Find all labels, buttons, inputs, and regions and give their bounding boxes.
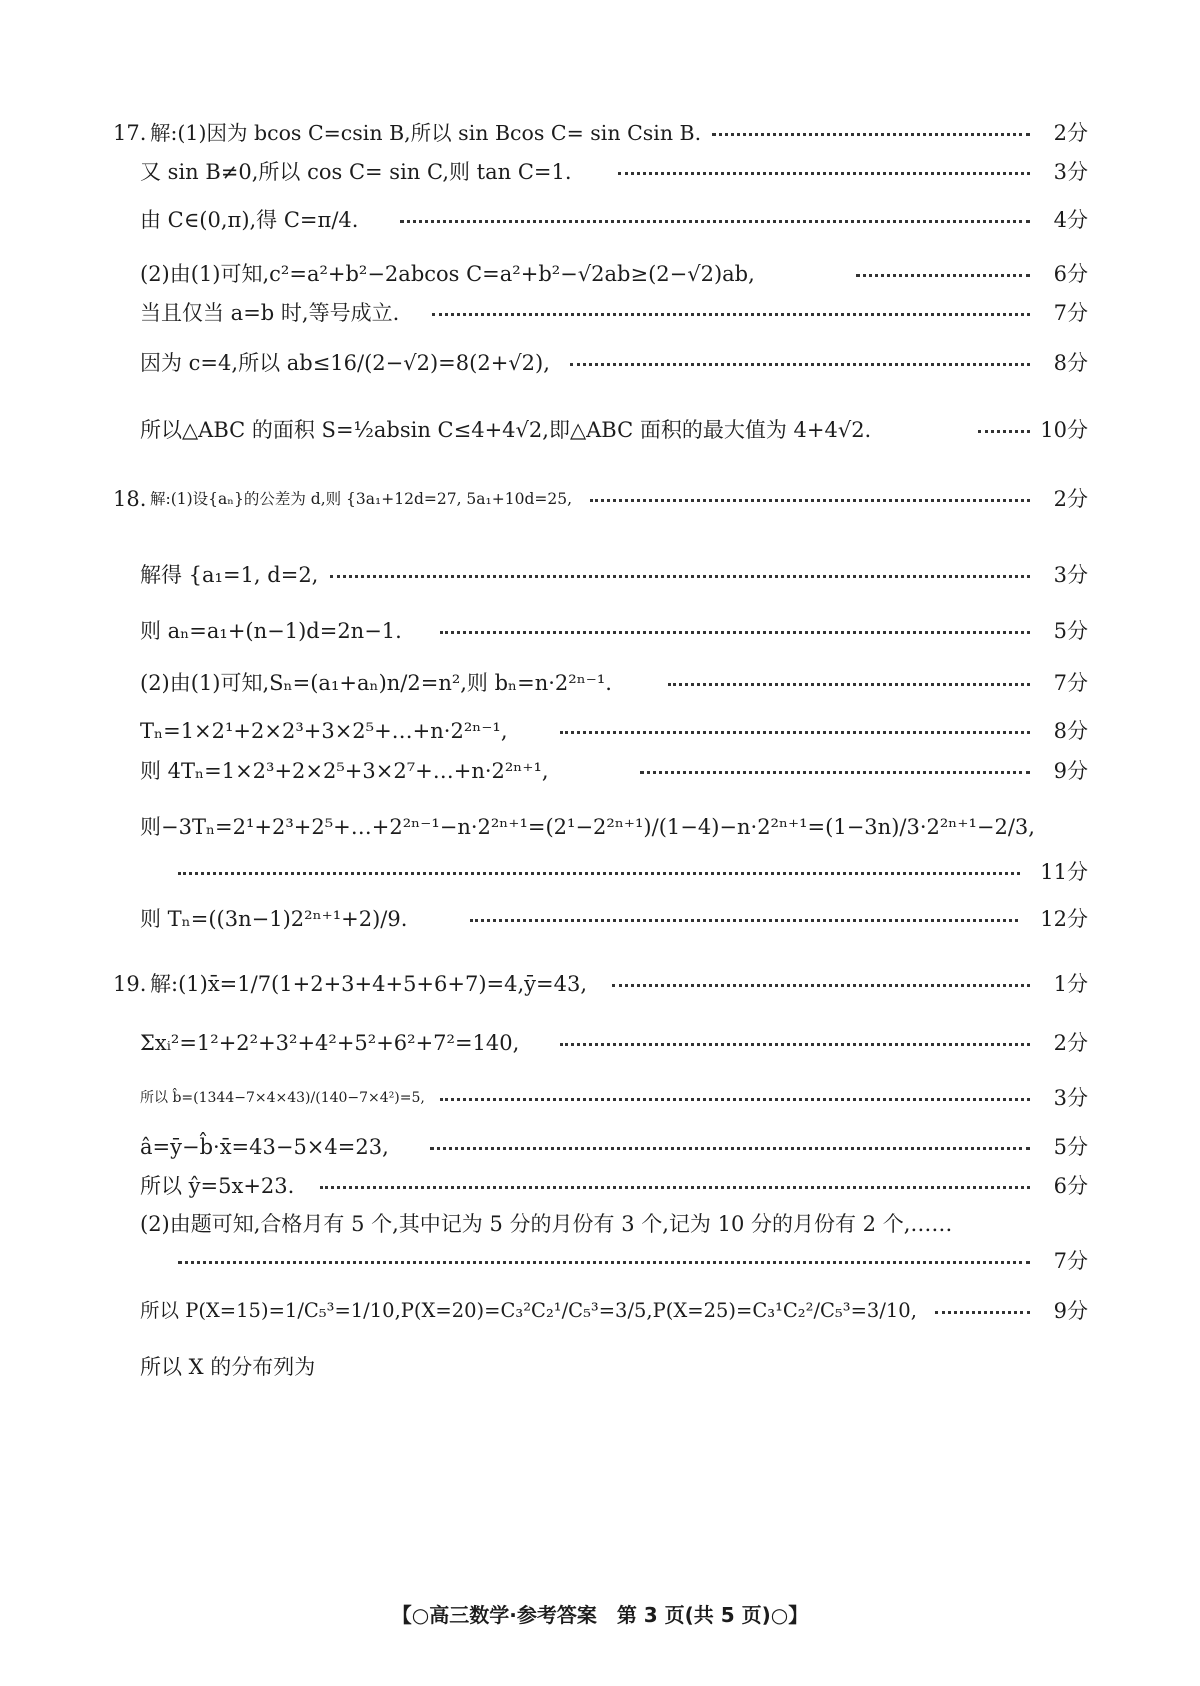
- solution-line: [0, 969, 1200, 999]
- solution-text: 所以 b̂=(1344−7×4×43)/(140−7×4²)=5,: [140, 1090, 425, 1106]
- dot-leader: [320, 1186, 1030, 1189]
- solution-line: [0, 1246, 1200, 1276]
- solution-text: 解:(1)x̄=1/7(1+2+3+4+5+6+7)=4,ȳ=43,: [150, 972, 588, 996]
- solution-text: 当且仅当 a=b 时,等号成立.: [140, 301, 400, 325]
- solution-line: [0, 716, 1200, 746]
- dot-leader: [178, 1261, 1030, 1264]
- solution-text: 所以 X 的分布列为: [140, 1355, 316, 1379]
- score: 2分: [1053, 487, 1088, 511]
- dot-leader: [440, 631, 1030, 634]
- solution-text: 则 Tₙ=((3n−1)2²ⁿ⁺¹+2)/9.: [140, 907, 408, 931]
- solution-line: [0, 812, 1200, 842]
- solution-line: [0, 157, 1200, 187]
- dot-leader: [640, 771, 1030, 774]
- score: 7分: [1053, 671, 1088, 695]
- dot-leader: [560, 731, 1030, 734]
- solution-line: [0, 205, 1200, 235]
- solution-line: [0, 560, 1200, 590]
- solution-text: 由 C∈(0,π),得 C=π/4.: [140, 208, 359, 232]
- score: 6分: [1053, 1174, 1088, 1198]
- solution-text: 解得 {a₁=1, d=2,: [140, 563, 319, 587]
- solution-line: [0, 484, 1200, 514]
- dot-leader: [590, 499, 1030, 502]
- solution-line: [0, 118, 1200, 148]
- score: 3分: [1053, 160, 1088, 184]
- solution-line: [0, 1171, 1200, 1201]
- dot-leader: [400, 220, 1030, 223]
- score: 2分: [1053, 121, 1088, 145]
- solution-text: 所以 P(X=15)=1/C₅³=1/10,P(X=20)=C₃²C₂¹/C₅³=3/5,P(X=25)=C₃¹C₂²/C₅³=3/10,: [140, 1299, 917, 1322]
- solution-line: [0, 668, 1200, 698]
- dot-leader: [978, 430, 1030, 433]
- dot-leader: [330, 575, 1030, 578]
- problem-number: 17.: [113, 121, 147, 145]
- dot-leader: [612, 984, 1030, 987]
- solution-text: Tₙ=1×2¹+2×2³+3×2⁵+…+n·2²ⁿ⁻¹,: [140, 719, 508, 743]
- score: 4分: [1053, 208, 1088, 232]
- dot-leader: [712, 133, 1030, 136]
- solution-text: â=ȳ−b̂·x̄=43−5×4=23,: [140, 1135, 389, 1159]
- score: 8分: [1053, 351, 1088, 375]
- solution-text: 又 sin B≠0,所以 cos C= sin C,则 tan C=1.: [140, 160, 572, 184]
- solution-text: Σxᵢ²=1²+2²+3²+4²+5²+6²+7²=140,: [140, 1031, 520, 1055]
- dot-leader: [440, 1098, 1030, 1101]
- score: 9分: [1053, 1299, 1088, 1323]
- dot-leader: [935, 1311, 1030, 1314]
- solution-text: 所以△ABC 的面积 S=½absin C≤4+4√2,即△ABC 面积的最大值为 4+4√2.: [140, 418, 872, 442]
- solution-text: 解:(1)因为 bcos C=csin B,所以 sin Bcos C= sin Csin B.: [150, 121, 702, 145]
- solution-line: [0, 348, 1200, 378]
- dot-leader: [178, 872, 1020, 875]
- dot-leader: [430, 1147, 1030, 1150]
- score: 11分: [1040, 860, 1088, 884]
- solution-line: [0, 1132, 1200, 1162]
- solution-text: (2)由题可知,合格月有 5 个,其中记为 5 分的月份有 3 个,记为 10 分的月份有 2 个,……: [140, 1212, 953, 1236]
- solution-line: [0, 756, 1200, 786]
- score: 9分: [1053, 759, 1088, 783]
- solution-line: [0, 857, 1200, 887]
- solution-line: [0, 1209, 1200, 1239]
- dot-leader: [618, 172, 1030, 175]
- score: 6分: [1053, 262, 1088, 286]
- score: 2分: [1053, 1031, 1088, 1055]
- score: 1分: [1053, 972, 1088, 996]
- solution-line: [0, 1028, 1200, 1058]
- score: 3分: [1053, 563, 1088, 587]
- dot-leader: [856, 274, 1030, 277]
- solution-line: [0, 1296, 1200, 1326]
- problem-number: 19.: [113, 972, 147, 996]
- problem-number: 18.: [113, 487, 147, 511]
- solution-text: (2)由(1)可知,Sₙ=(a₁+aₙ)n/2=n²,则 bₙ=n·2²ⁿ⁻¹.: [140, 671, 612, 695]
- solution-line: [0, 904, 1200, 934]
- solution-line: [0, 298, 1200, 328]
- dot-leader: [432, 313, 1030, 316]
- solution-text: 则−3Tₙ=2¹+2³+2⁵+…+2²ⁿ⁻¹−n·2²ⁿ⁺¹=(2¹−2²ⁿ⁺¹)/(1−4)−n·2²ⁿ⁺¹=(1−3n)/3·2²ⁿ⁺¹−2/3,: [140, 815, 1035, 839]
- dot-leader: [560, 1043, 1030, 1046]
- score: 5分: [1053, 619, 1088, 643]
- solution-line: [0, 415, 1200, 445]
- score: 10分: [1040, 418, 1088, 442]
- solution-text: 解:(1)设{aₙ}的公差为 d,则 {3a₁+12d=27, 5a₁+10d=25,: [150, 490, 573, 508]
- score: 8分: [1053, 719, 1088, 743]
- dot-leader: [470, 919, 1018, 922]
- solution-text: (2)由(1)可知,c²=a²+b²−2abcos C=a²+b²−√2ab≥(2−√2)ab,: [140, 262, 755, 286]
- score: 5分: [1053, 1135, 1088, 1159]
- dot-leader: [570, 363, 1030, 366]
- score: 3分: [1053, 1086, 1088, 1110]
- solution-text: 则 aₙ=a₁+(n−1)d=2n−1.: [140, 619, 402, 643]
- score: 12分: [1040, 907, 1088, 931]
- page-footer: 【○高三数学·参考答案 第 3 页(共 5 页)○】: [391, 1603, 809, 1627]
- solution-text: 所以 ŷ=5x+23.: [140, 1174, 295, 1198]
- solution-text: 则 4Tₙ=1×2³+2×2⁵+3×2⁷+…+n·2²ⁿ⁺¹,: [140, 759, 549, 783]
- solution-line: [0, 1083, 1200, 1113]
- solution-text: 因为 c=4,所以 ab≤16/(2−√2)=8(2+√2),: [140, 351, 550, 375]
- dot-leader: [668, 683, 1030, 686]
- solution-line: [0, 259, 1200, 289]
- score: 7分: [1053, 1249, 1088, 1273]
- solution-line: [0, 1352, 1200, 1382]
- solution-line: [0, 616, 1200, 646]
- score: 7分: [1053, 301, 1088, 325]
